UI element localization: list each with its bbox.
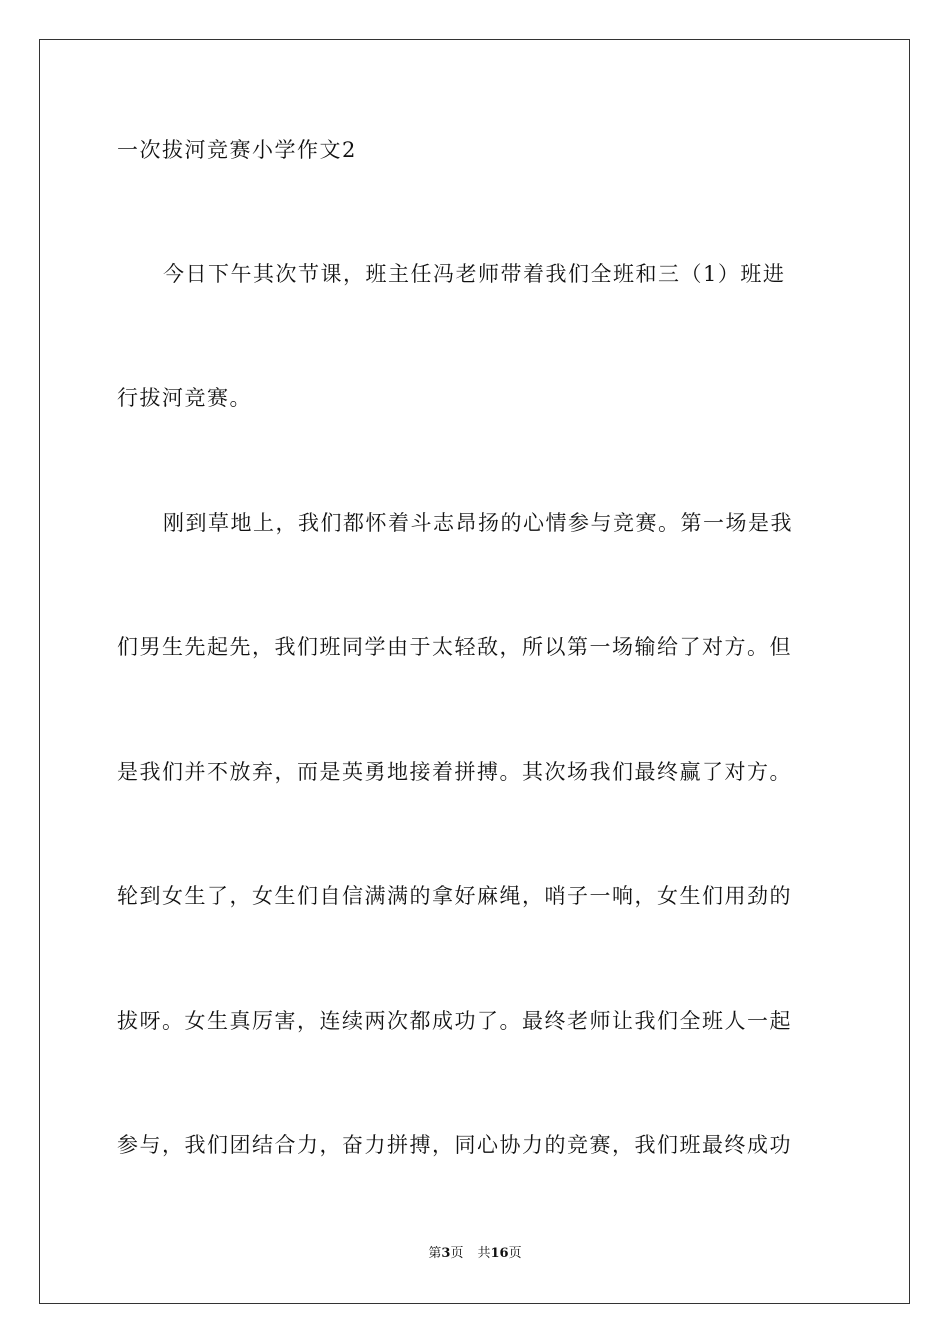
page-border bbox=[39, 39, 910, 1304]
page-prefix: 第 bbox=[428, 1246, 442, 1261]
paragraph-line: 刚到草地上，我们都怀着斗志昂扬的心情参与竞赛。第一场是我 bbox=[163, 511, 793, 535]
paragraph-line: 是我们并不放弃，而是英勇地接着拼搏。其次场我们最终赢了对方。 bbox=[117, 760, 792, 784]
paragraph-line: 拔呀。女生真厉害，连续两次都成功了。最终老师让我们全班人一起 bbox=[117, 1009, 792, 1033]
paragraph-line: 轮到女生了，女生们自信满满的拿好麻绳，哨子一响，女生们用劲的 bbox=[117, 884, 792, 908]
total-prefix: 共 bbox=[477, 1246, 491, 1261]
total-pages: 16 bbox=[490, 1246, 509, 1261]
document-title: 一次拔河竞赛小学作文2 bbox=[117, 138, 357, 162]
page-footer bbox=[0, 1245, 950, 1263]
paragraph-line: 行拔河竞赛。 bbox=[117, 386, 252, 410]
page-suffix: 页 bbox=[450, 1246, 464, 1261]
total-suffix: 页 bbox=[508, 1246, 522, 1261]
paragraph-line: 今日下午其次节课，班主任冯老师带着我们全班和三（1）班进 bbox=[163, 262, 786, 286]
page-number: 3 bbox=[441, 1246, 451, 1261]
paragraph-line: 参与，我们团结合力，奋力拼搏，同心协力的竞赛，我们班最终成功 bbox=[117, 1133, 792, 1157]
paragraph-line: 们男生先起先，我们班同学由于太轻敌，所以第一场输给了对方。但 bbox=[117, 635, 792, 659]
